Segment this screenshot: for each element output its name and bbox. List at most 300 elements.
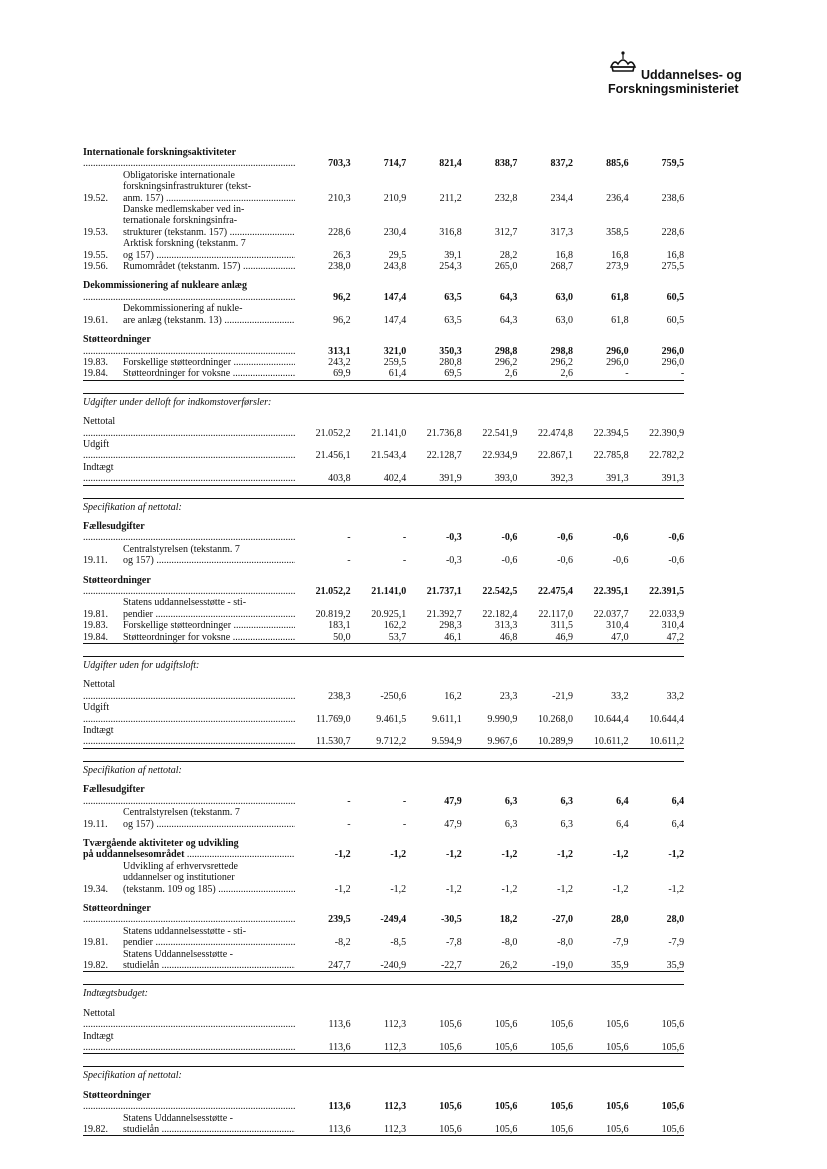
- value-cell: 403,8: [328, 473, 351, 485]
- description-line: pendier .....: [123, 609, 295, 620]
- value-cell: 239,5: [328, 914, 351, 926]
- value-cell: 838,7: [494, 158, 518, 170]
- description-line: studielån .....: [123, 960, 295, 971]
- description-line: Rumområdet (tekstanm. 157) .....: [123, 261, 295, 272]
- value-cell: 391,9: [439, 473, 462, 485]
- value-cell: -250,6: [380, 690, 407, 702]
- value-cell: 16,8: [611, 249, 629, 261]
- account-description: [123, 926, 295, 949]
- row-label: [83, 861, 295, 895]
- value-cell: -: [347, 555, 351, 567]
- table-row: [83, 926, 684, 949]
- value-cell: 112,3: [384, 1019, 407, 1031]
- table-row: [83, 238, 684, 261]
- description-line: Forskellige støtteordninger .....: [123, 620, 295, 631]
- account-code: 19.52.: [83, 192, 108, 204]
- value-cell: 22.934,9: [482, 450, 518, 462]
- row-label: [83, 462, 295, 485]
- total-label: Indtægt .....: [83, 462, 295, 485]
- value-cell: 2,6: [504, 368, 518, 380]
- value-cell: 228,6: [661, 226, 685, 238]
- brand-line-2: Forskningsministeriet: [608, 82, 739, 96]
- value-cell: 105,6: [439, 1101, 462, 1113]
- value-cell: 105,6: [606, 1019, 629, 1031]
- value-cell: -0,3: [445, 532, 462, 544]
- value-cell: 296,2: [550, 356, 573, 368]
- value-cell: 28,0: [611, 914, 629, 926]
- group-title: Støtteordninger .....: [83, 1090, 295, 1113]
- value-cell: 296,0: [606, 356, 629, 368]
- table-row: [83, 1113, 684, 1137]
- account-description: [123, 949, 295, 972]
- value-cell: -249,4: [380, 914, 407, 926]
- account-code: 19.83.: [83, 620, 108, 632]
- value-cell: -7,8: [445, 937, 462, 949]
- row-label: [83, 204, 295, 238]
- row-label: [83, 784, 295, 807]
- account-code: 19.82.: [83, 1124, 108, 1136]
- row-label: [83, 147, 295, 170]
- value-cell: -240,9: [380, 959, 407, 971]
- value-cell: 313,1: [328, 345, 351, 357]
- value-cell: 6,4: [671, 795, 685, 807]
- value-cell: 105,6: [606, 1042, 629, 1053]
- value-cell: 22.037,7: [593, 608, 629, 620]
- value-cell: -: [402, 555, 407, 567]
- row-label: [83, 838, 295, 861]
- row-label: [83, 357, 295, 368]
- row-label: [83, 702, 295, 725]
- value-cell: -: [402, 795, 407, 807]
- brand-name: [608, 68, 742, 96]
- ministry-logo: [608, 50, 768, 100]
- value-cell: -19,0: [552, 959, 573, 971]
- value-cell: 162,2: [383, 620, 407, 632]
- account-description: [123, 170, 295, 204]
- row-label: [83, 1031, 295, 1054]
- value-cell: -: [347, 532, 351, 544]
- description-line: Danske medlemskaber ved in-: [123, 204, 245, 216]
- description-line: Statens uddannelsesstøtte - sti-: [123, 925, 247, 937]
- account-code: 19.34.: [83, 883, 108, 895]
- value-cell: 47,9: [444, 818, 462, 830]
- row-label: [83, 632, 295, 643]
- value-cell: -7,9: [668, 937, 685, 949]
- value-cell: 53,7: [388, 631, 407, 643]
- value-cell: 310,4: [661, 620, 685, 632]
- value-cell: 10.644,4: [649, 713, 685, 725]
- row-label: [83, 1090, 295, 1113]
- value-cell: 22.782,2: [649, 450, 685, 462]
- spacer: [83, 272, 684, 280]
- value-cell: -0,6: [557, 532, 573, 544]
- value-cell: 35,9: [666, 959, 685, 971]
- table-row: [83, 838, 684, 861]
- value-cell: 183,1: [328, 620, 351, 632]
- value-cell: 105,6: [550, 1019, 573, 1031]
- value-cell: 28,0: [666, 914, 685, 926]
- value-cell: -1,2: [445, 849, 462, 861]
- value-cell: 39,1: [444, 249, 462, 261]
- value-cell: 9.712,2: [376, 736, 407, 748]
- value-cell: 9.967,6: [487, 736, 518, 748]
- account-code: 19.11.: [83, 555, 108, 567]
- row-label: [83, 725, 295, 748]
- account-description: [123, 238, 295, 261]
- account-description: [123, 204, 295, 238]
- value-cell: 22.128,7: [426, 450, 462, 462]
- table-row: [83, 170, 684, 204]
- row-label: [83, 597, 295, 620]
- value-cell: 105,6: [661, 1019, 685, 1031]
- value-cell: 22.391,5: [649, 586, 685, 597]
- value-cell: 147,4: [383, 291, 407, 303]
- value-cell: 885,6: [606, 158, 629, 170]
- description-line: Centralstyrelsen (tekstanm. 7: [123, 543, 240, 555]
- value-cell: -1,2: [668, 883, 685, 895]
- row-label: [83, 620, 295, 631]
- value-cell: 21.456,1: [315, 450, 351, 462]
- value-cell: 26,2: [499, 959, 518, 971]
- value-cell: 69,5: [444, 368, 462, 380]
- value-cell: 21.543,4: [371, 450, 407, 462]
- value-cell: 105,6: [494, 1042, 518, 1053]
- value-cell: -0,6: [612, 555, 629, 567]
- value-cell: 113,6: [328, 1124, 351, 1136]
- table-row: [83, 357, 684, 368]
- account-code: 19.84.: [83, 631, 108, 643]
- value-cell: 21.141,0: [371, 586, 407, 597]
- title-line: på uddannelsesområdet .....: [83, 849, 295, 860]
- value-cell: -1,2: [501, 849, 518, 861]
- group-title: Fællesudgifter .....: [83, 521, 295, 544]
- value-cell: 63,0: [555, 291, 573, 303]
- description-line: studielån .....: [123, 1124, 295, 1135]
- group-title: Støtteordninger .....: [83, 903, 295, 926]
- description-line: Støtteordninger for voksne .....: [123, 368, 295, 379]
- description-line: anm. 157) .....: [123, 193, 295, 204]
- account-code: 19.83.: [83, 356, 108, 368]
- description-line: Støtteordninger for voksne .....: [123, 632, 295, 643]
- description-line: og 157) .....: [123, 819, 295, 830]
- account-code: 19.61.: [83, 314, 108, 326]
- total-label: Indtægt .....: [83, 725, 295, 748]
- account-description: [123, 597, 295, 620]
- value-cell: 310,4: [606, 620, 629, 632]
- description-line: Dekommissionering af nukle-: [123, 303, 243, 315]
- table-row: [83, 620, 684, 631]
- section-heading: Udgifter under delloft for indkomstoverførsler:: [83, 393, 684, 408]
- row-label: [83, 1008, 295, 1031]
- value-cell: 105,6: [661, 1101, 685, 1113]
- account-description: [123, 632, 295, 643]
- value-cell: 6,4: [616, 818, 629, 830]
- value-cell: 60,5: [666, 291, 685, 303]
- value-cell: 238,0: [328, 261, 351, 273]
- value-cell: 147,4: [383, 314, 407, 326]
- row-label: [83, 416, 295, 439]
- value-cell: 64,3: [499, 314, 518, 326]
- row-label: [83, 170, 295, 204]
- value-cell: 113,6: [328, 1101, 351, 1113]
- spacer: [83, 830, 684, 838]
- value-cell: 61,8: [611, 314, 629, 326]
- value-cell: 9.611,1: [432, 713, 462, 725]
- value-cell: 105,6: [661, 1124, 685, 1136]
- value-cell: 296,0: [661, 345, 685, 357]
- value-cell: -0,6: [668, 555, 685, 567]
- value-cell: 230,4: [383, 226, 407, 238]
- value-cell: -: [402, 532, 407, 544]
- section-heading: Specifikation af nettotal:: [83, 761, 684, 776]
- value-cell: -8,0: [501, 937, 518, 949]
- value-cell: 29,5: [388, 249, 407, 261]
- value-cell: 50,0: [333, 631, 351, 643]
- table-row: [83, 147, 684, 170]
- value-cell: 821,4: [439, 158, 462, 170]
- table-row: [83, 303, 684, 326]
- spacer: [83, 326, 684, 334]
- value-cell: 105,6: [439, 1019, 462, 1031]
- value-cell: 61,4: [388, 368, 407, 380]
- value-cell: 46,9: [555, 631, 573, 643]
- value-cell: 21.141,0: [371, 427, 407, 439]
- value-cell: 22.785,8: [593, 450, 629, 462]
- table-row: [83, 204, 684, 238]
- table-row: [83, 807, 684, 830]
- table-row: [83, 521, 684, 544]
- value-cell: -8,0: [557, 937, 573, 949]
- value-cell: 61,8: [611, 291, 629, 303]
- value-cell: -1,2: [334, 849, 351, 861]
- description-line: Udvikling af erhvervsrettede: [123, 860, 238, 872]
- title-line: Tværgående aktiviteter og udvikling: [83, 837, 239, 849]
- value-cell: 105,6: [494, 1101, 518, 1113]
- value-cell: 112,3: [384, 1124, 407, 1136]
- value-cell: -0,6: [668, 532, 685, 544]
- value-cell: 11.530,7: [315, 736, 351, 748]
- description-line: Forskellige støtteordninger .....: [123, 357, 295, 368]
- value-cell: -1,2: [390, 849, 407, 861]
- value-cell: -1,2: [612, 849, 629, 861]
- value-cell: 22.542,5: [482, 586, 518, 597]
- row-label: [83, 521, 295, 544]
- value-cell: 9.461,5: [376, 713, 407, 725]
- total-label: Nettotal .....: [83, 679, 295, 702]
- value-cell: 313,3: [494, 620, 518, 632]
- row-label: [83, 903, 295, 926]
- account-code: 19.81.: [83, 608, 108, 620]
- value-cell: -22,7: [440, 959, 462, 971]
- value-cell: 33,2: [666, 690, 685, 702]
- value-cell: 298,8: [550, 345, 573, 357]
- section-heading: Udgifter uden for udgiftsloft:: [83, 656, 684, 671]
- brand-line-1: Uddannelses- og: [641, 68, 742, 82]
- value-cell: 2,6: [560, 368, 573, 380]
- group-title: Dekommissionering af nukleare anlæg .....: [83, 280, 295, 303]
- value-cell: 10.611,2: [649, 736, 685, 748]
- account-code: 19.11.: [83, 818, 108, 830]
- value-cell: 210,9: [383, 192, 407, 204]
- value-cell: 47,0: [611, 631, 629, 643]
- value-cell: -1,2: [557, 849, 573, 861]
- row-label: [83, 1113, 295, 1136]
- description-line: og 157) .....: [123, 250, 295, 261]
- total-label: Nettotal .....: [83, 416, 295, 439]
- value-cell: 234,4: [550, 192, 573, 204]
- value-cell: 69,9: [333, 368, 351, 380]
- value-cell: 105,6: [661, 1042, 685, 1053]
- row-label: [83, 261, 295, 272]
- value-cell: 316,8: [439, 226, 462, 238]
- value-cell: 105,6: [550, 1101, 573, 1113]
- account-description: [123, 807, 295, 830]
- value-cell: 393,0: [494, 473, 518, 485]
- row-label: [83, 926, 295, 949]
- value-cell: 113,6: [328, 1042, 351, 1053]
- value-cell: 21.736,8: [426, 427, 462, 439]
- description-line: forskningsinfrastrukturer (tekst-: [123, 181, 252, 193]
- value-cell: 238,6: [661, 192, 685, 204]
- value-cell: -: [347, 818, 351, 830]
- value-cell: 6,3: [504, 818, 518, 830]
- value-cell: -1,2: [557, 883, 573, 895]
- value-cell: 46,1: [444, 631, 462, 643]
- description-line: Centralstyrelsen (tekstanm. 7: [123, 807, 240, 819]
- value-cell: -8,2: [334, 937, 351, 949]
- value-cell: 64,3: [499, 291, 518, 303]
- description-line: Obligatoriske internationale: [123, 169, 235, 181]
- value-cell: 243,8: [383, 261, 407, 273]
- value-cell: 391,3: [606, 473, 629, 485]
- value-cell: 105,6: [606, 1124, 629, 1136]
- value-cell: 296,0: [661, 356, 685, 368]
- table-row: [83, 702, 684, 725]
- value-cell: -: [625, 368, 629, 380]
- value-cell: 63,0: [555, 314, 573, 326]
- table-row: [83, 861, 684, 895]
- value-cell: 837,2: [550, 158, 573, 170]
- description-line: are anlæg (tekstanm. 13) .....: [123, 315, 295, 326]
- value-cell: 23,3: [499, 690, 518, 702]
- value-cell: 47,2: [666, 631, 685, 643]
- value-cell: -: [347, 795, 351, 807]
- budget-table: [83, 147, 684, 1136]
- table-row: [83, 439, 684, 462]
- row-label: [83, 238, 295, 261]
- value-cell: 21.737,1: [426, 586, 462, 597]
- section-heading: Specifikation af nettotal:: [83, 1066, 684, 1081]
- value-cell: 392,3: [550, 473, 573, 485]
- account-code: 19.82.: [83, 959, 108, 971]
- value-cell: 105,6: [550, 1042, 573, 1053]
- table-row: [83, 597, 684, 620]
- description-line: Arktisk forskning (tekstanm. 7: [123, 238, 246, 250]
- section-heading: Indtægtsbudget:: [83, 984, 684, 999]
- account-code: 19.55.: [83, 249, 108, 261]
- value-cell: 47,9: [444, 795, 462, 807]
- group-title: Støtteordninger .....: [83, 334, 295, 357]
- value-cell: 105,6: [494, 1124, 518, 1136]
- value-cell: -1,2: [334, 883, 351, 895]
- account-description: [123, 303, 295, 326]
- value-cell: -0,3: [445, 555, 462, 567]
- value-cell: 10.611,2: [593, 736, 629, 748]
- value-cell: 236,4: [606, 192, 629, 204]
- total-label: Nettotal .....: [83, 1008, 295, 1031]
- spacer: [83, 567, 684, 575]
- row-label: [83, 575, 295, 598]
- value-cell: 10.268,0: [537, 713, 573, 725]
- value-cell: -8,5: [390, 937, 407, 949]
- table-row: [83, 632, 684, 644]
- value-cell: 210,3: [328, 192, 351, 204]
- value-cell: 312,7: [494, 226, 518, 238]
- row-label: [83, 280, 295, 303]
- account-code: 19.56.: [83, 261, 108, 273]
- value-cell: 22.394,5: [593, 427, 629, 439]
- value-cell: 112,3: [384, 1042, 407, 1053]
- row-label: [83, 334, 295, 357]
- value-cell: -27,0: [552, 914, 573, 926]
- table-row: [83, 1008, 684, 1031]
- value-cell: 21.052,2: [315, 427, 351, 439]
- account-description: [123, 620, 295, 631]
- table-row: [83, 949, 684, 973]
- value-cell: -7,9: [612, 937, 629, 949]
- value-cell: 238,3: [328, 690, 351, 702]
- account-code: 19.81.: [83, 937, 108, 949]
- value-cell: -0,6: [612, 532, 629, 544]
- value-cell: 247,7: [328, 959, 351, 971]
- value-cell: 18,2: [499, 914, 518, 926]
- description-line: strukturer (tekstanm. 157) .....: [123, 227, 295, 238]
- description-line: Statens Uddannelsesstøtte -: [123, 948, 233, 960]
- account-description: [123, 261, 295, 272]
- value-cell: 20.925,1: [371, 608, 407, 620]
- value-cell: -: [680, 368, 685, 380]
- account-description: [123, 368, 295, 379]
- value-cell: -1,2: [668, 849, 685, 861]
- value-cell: 759,5: [661, 158, 685, 170]
- value-cell: 105,6: [439, 1124, 462, 1136]
- table-row: [83, 725, 684, 749]
- account-code: 19.53.: [83, 226, 108, 238]
- value-cell: 296,2: [494, 356, 518, 368]
- value-cell: -0,6: [501, 532, 518, 544]
- account-description: [123, 357, 295, 368]
- table-row: [83, 416, 684, 439]
- value-cell: 268,7: [550, 261, 573, 273]
- value-cell: 6,4: [616, 795, 629, 807]
- value-cell: 105,6: [494, 1019, 518, 1031]
- table-row: [83, 1031, 684, 1055]
- value-cell: 35,9: [611, 959, 629, 971]
- value-cell: 358,5: [606, 226, 629, 238]
- value-cell: 714,7: [383, 158, 407, 170]
- value-cell: 350,3: [439, 345, 462, 357]
- value-cell: -21,9: [552, 690, 573, 702]
- value-cell: 311,5: [550, 620, 573, 632]
- value-cell: 6,3: [560, 818, 573, 830]
- table-row: [83, 784, 684, 807]
- value-cell: 6,3: [560, 795, 573, 807]
- total-label: Indtægt .....: [83, 1031, 295, 1054]
- table-row: [83, 679, 684, 702]
- value-cell: 22.395,1: [593, 586, 629, 597]
- value-cell: 22.182,4: [482, 608, 518, 620]
- value-cell: 6,4: [671, 818, 685, 830]
